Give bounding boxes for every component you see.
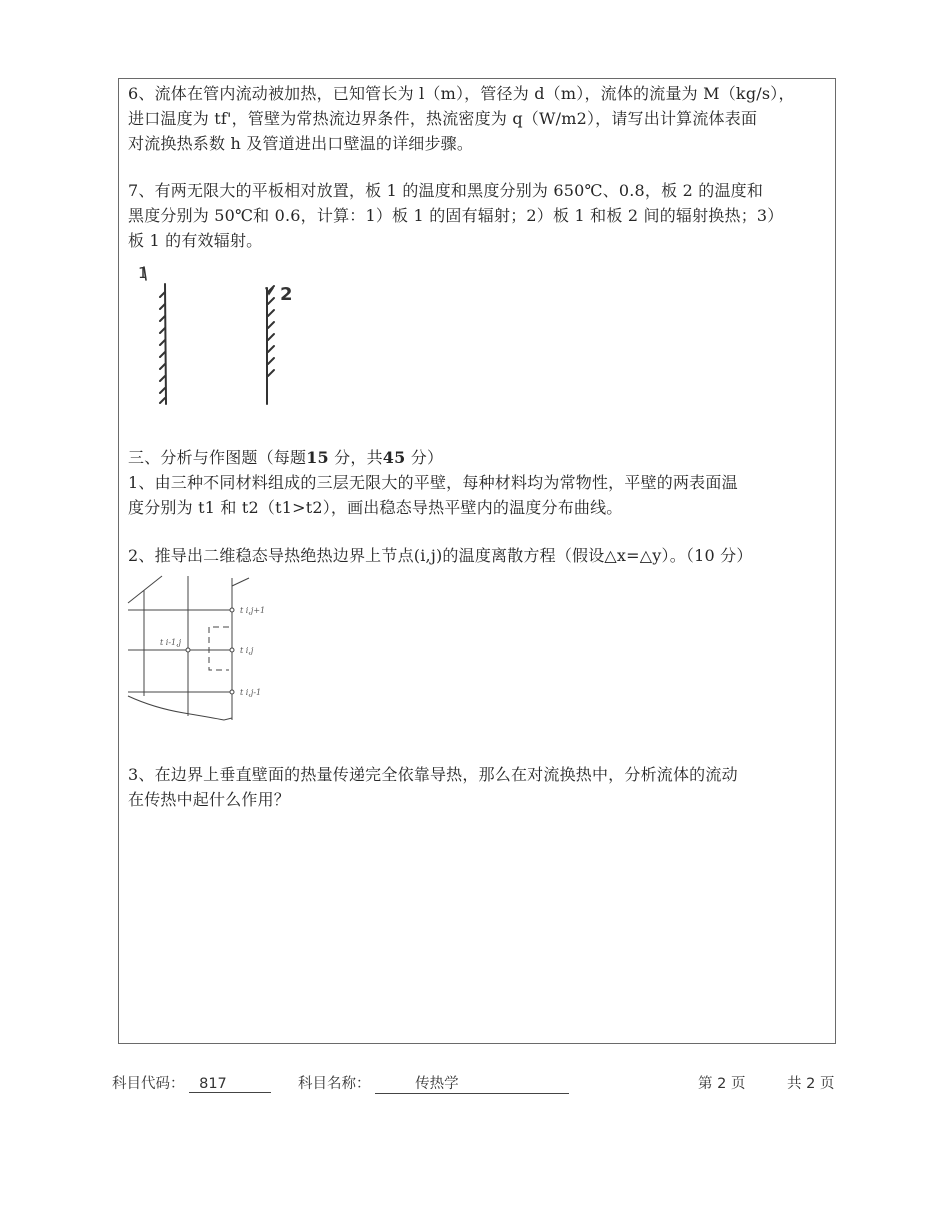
plate-2-label: 2	[280, 284, 293, 305]
subject-name-value: 传热学	[375, 1072, 569, 1094]
section-3-question-2-line-1: 2、推导出二维稳态导热绝热边界上节点(i,j)的温度离散方程（假设△x=△y）。（10 分）	[128, 546, 753, 565]
parallel-plates-figure	[130, 262, 310, 412]
question-6-line-3: 对流换热系数 h 及管道进出口壁温的详细步骤。	[128, 134, 474, 153]
footer-subject-name	[298, 1072, 569, 1094]
section-3-question-2	[128, 543, 834, 568]
node-label-top: t i,j+1	[240, 606, 266, 615]
question-7-line-2: 黑度分别为 50℃和 0.6，计算：1）板 1 的固有辐射；2）板 1 和板 2 间的辐射换热；3）	[128, 206, 784, 225]
question-6-line-2: 进口温度为 tf'，管壁为常热流边界条件，热流密度为 q（W/m2），请写出计算流体表面	[128, 109, 758, 128]
section-3-question-3	[128, 762, 834, 812]
question-6	[128, 81, 834, 156]
subject-code-value: 817	[189, 1076, 271, 1093]
subject-code-label: 科目代码：	[112, 1076, 185, 1092]
node-label-left: t i-1,j	[160, 638, 182, 647]
question-7	[128, 178, 834, 253]
footer-subject-code	[112, 1072, 271, 1093]
section-3-question-1-line-2: 度分别为 t1 和 t2（t1>t2），画出稳态导热平壁内的温度分布曲线。	[128, 498, 623, 517]
node-label-bottom: t i,j-1	[240, 688, 262, 697]
finite-difference-grid-figure	[124, 568, 284, 728]
subject-name-label: 科目名称：	[298, 1076, 371, 1092]
question-6-line-1: 6、流体在管内流动被加热，已知管长为 l（m），管径为 d（m），流体的流量为 M（kg/s），	[128, 84, 795, 103]
section-3-question-3-line-1: 3、在边界上垂直壁面的热量传递完全依靠导热，那么在对流换热中，分析流体的流动	[128, 765, 738, 784]
section-3-title: 三、分析与作图题（每题15 分，共45 分）	[128, 448, 444, 467]
grid-drawing	[124, 568, 284, 728]
plate-1-label: 1	[138, 264, 148, 282]
question-7-line-3: 板 1 的有效辐射。	[128, 231, 263, 250]
node-label-center: t i,j	[240, 646, 254, 655]
footer-page-total: 共 2 页	[787, 1076, 835, 1092]
section-3-question-3-line-2: 在传热中起什么作用？	[128, 790, 291, 809]
footer-page-current: 第 2 页	[698, 1076, 746, 1092]
parallel-plates-drawing	[130, 262, 310, 412]
section-3-question-1-line-1: 1、由三种不同材料组成的三层无限大的平壁，每种材料均为常物性，平壁的两表面温	[128, 473, 738, 492]
section-3	[128, 445, 834, 520]
question-7-line-1: 7、有两无限大的平板相对放置，板 1 的温度和黑度分别为 650℃、0.8，板 2 的温度和	[128, 181, 764, 200]
